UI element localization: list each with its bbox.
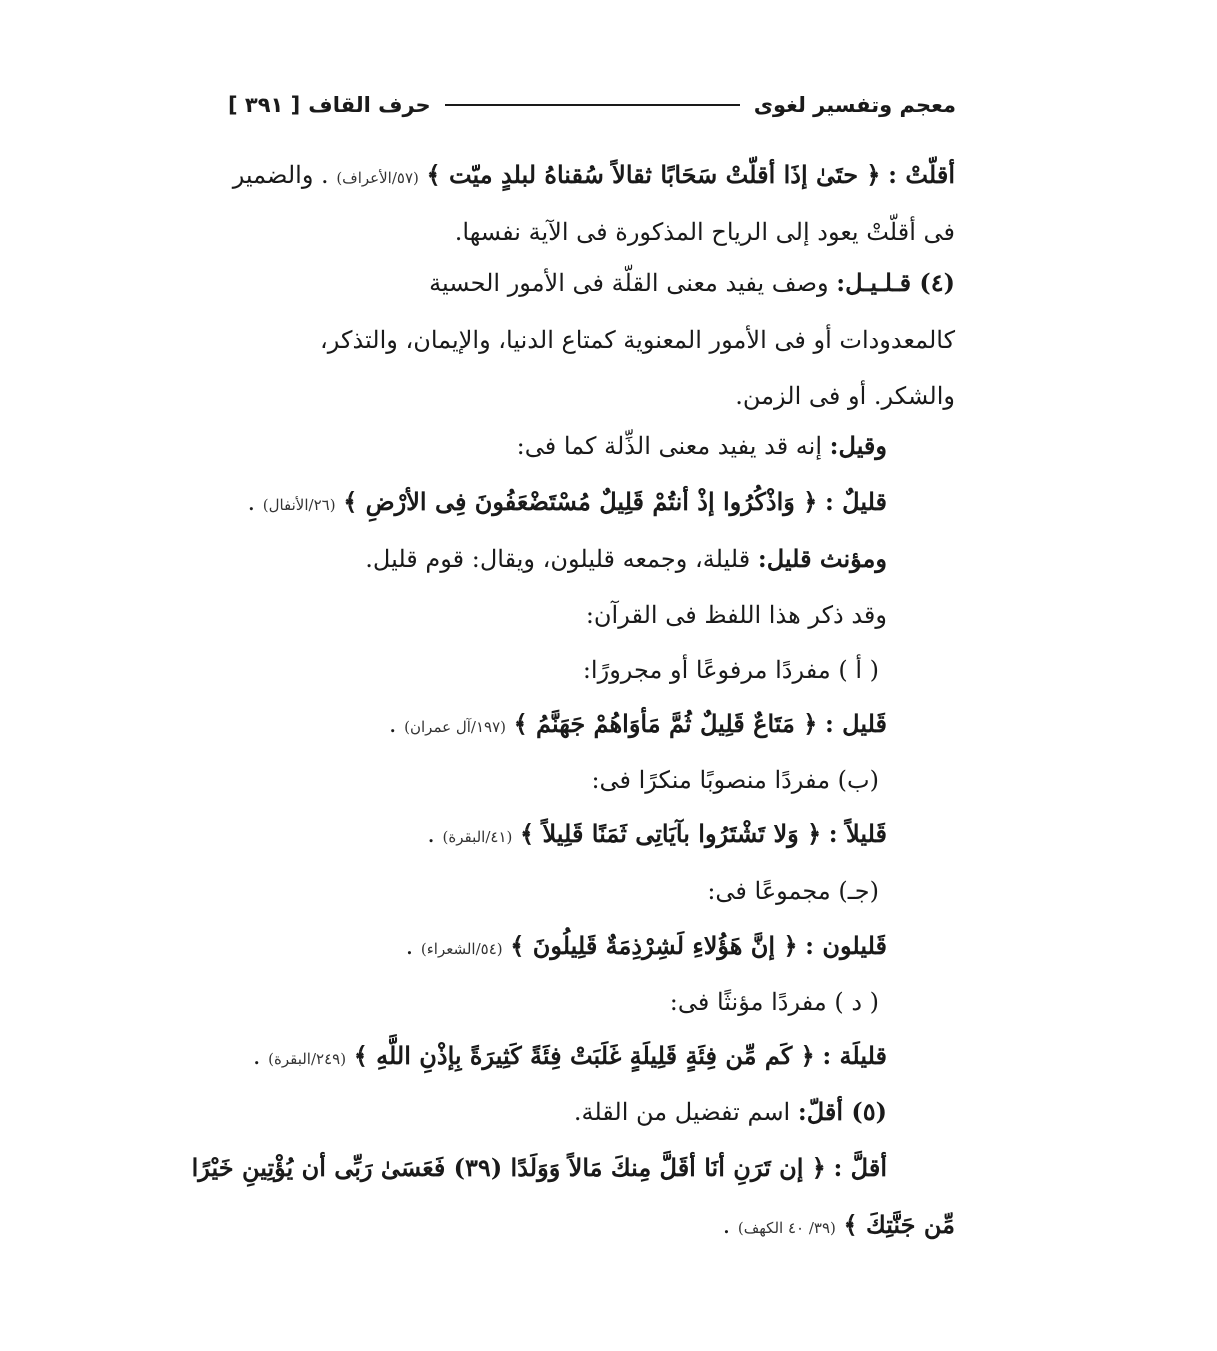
text: . [247,488,256,516]
headword: قَليلون : [805,931,887,960]
text: وصف يفيد معنى القلّة فى الأمور الحسية [429,269,829,297]
verse-reference: (٤١/البقرة) [442,828,513,846]
headword: قليلَة : [822,1041,887,1070]
text: والشكر. أو فى الزمن. [735,382,955,410]
book-title: معجم وتفسير لغوى [753,93,956,117]
text: . [252,1042,261,1070]
subentry-feminine [365,541,887,579]
text: إنه قد يفيد معنى الذِّلة كما فى: [516,432,823,460]
headword: (٥) أقلّ: [797,1097,887,1126]
text: وقد ذكر هذا اللفظ فى القرآن: [585,601,887,629]
verse-reference: (١٩٧/آل عمران) [404,718,506,736]
quran-verse: ﴿ وَاذْكُرُوا إذْ أنتُمْ قَلِيلٌ مُسْتَضْعَفُونَ فِى الأرْضِ ﴾ [343,487,818,516]
text: ( د ) مفردًا مؤنثًا فى: [669,988,879,1016]
headword: أقلَّ : [833,1153,887,1182]
text: اسم تفضيل من القلة. [573,1098,791,1126]
text: فى أقلّتْ يعود إلى الرياح المذكورة فى الآية نفسها. [454,218,955,246]
headword: ومؤنث قليل: [757,544,887,573]
text: (جـ) مجموعًا فى: [707,877,879,905]
headword: (٤) قـلـيـل: [836,268,955,297]
text-line [455,214,955,252]
entry-aqall [574,1094,887,1132]
headword: قليلٌ : [824,487,887,516]
example-qalila [253,1038,887,1076]
quran-verse: ﴿ إن تَرَنِ أنَا أقَلَّ مِنكَ مَالاً وَوَلَدًا (٣٩) فَعَسَىٰ رَبِّى أن يُؤْتِينِ خَيْرًا [191,1153,826,1182]
headword: قَليل : [824,709,887,738]
section-title: حرف القاف [308,93,431,117]
text-line [320,322,955,360]
quran-verse: مِّن جَنَّتِكَ ﴾ [843,1210,955,1239]
quran-verse: ﴿ وَلا تَشْتَرُوا بآيَاتِى ثَمَنًا قَلِيلاً ﴾ [520,819,822,848]
text: ( أ ) مفردًا مرفوعًا أو مجرورًا: [582,656,879,684]
text: . [405,932,414,960]
text-line [735,378,955,416]
sub-heading-b [591,762,879,800]
verse-reference: (٥٧/الأعراف) [336,169,419,187]
page-number: [ ٣٩١ ] [228,93,301,117]
example-aqall [192,1150,887,1188]
example-aqall-continued [723,1207,955,1245]
header-rule [445,104,740,106]
quran-verse: ﴿ كَم مِّن فِئَةٍ قَلِيلَةٍ غَلَبَتْ فِئَةً كَثِيرَةً بِإذْنِ اللَّهِ ﴾ [353,1041,815,1070]
subentry-qil [517,428,887,466]
sub-heading-a [583,652,879,690]
example-qalilan [427,816,887,854]
text: . [427,820,435,848]
example-qalil [389,706,887,744]
text: . [722,1211,731,1239]
quran-verse: ﴿ إنَّ هَؤُلاءِ لَشِرْذِمَةٌ قَلِيلُونَ ﴾ [510,931,798,960]
verse-reference: (٥٤/الشعراء) [420,940,503,958]
headword: وقيل: [829,431,887,460]
sub-heading-d [670,984,879,1022]
text: . [388,710,397,738]
text: كالمعدودات أو فى الأمور المعنوية كمتاع الدنيا، والإيمان، والتذكر، [320,326,955,354]
headword: أقلّتْ : [888,160,955,189]
sub-heading-c [707,873,879,911]
text: قليلة، وجمعه قليلون، ويقال: قوم قليل. [365,545,751,573]
verse-reference: (٢٦/الأنفال) [262,496,336,514]
text: . والضمير [232,161,329,189]
text: (ب) مفردًا منصوبًا منكرًا فى: [591,766,879,794]
quran-verse: ﴿ حتَىٰ إذَا أقلّتْ سَحَابًا ثقالاً سُقناهُ لبلدٍ ميّت ﴾ [426,160,881,189]
example-qalilun-plural [406,928,887,966]
example-qalilun [247,484,887,522]
entry-aqallat [233,157,955,195]
headword: قَليلاً : [828,819,887,848]
entry-qalil [429,265,955,303]
running-header [228,88,956,122]
verse-reference: (٢٤٩/البقرة) [268,1050,347,1068]
quran-verse: ﴿ مَتَاعٌ قَلِيلٌ ثُمَّ مَأوَاهُمْ جَهَنَّمُ ﴾ [513,709,818,738]
verse-reference: (٣٩/ ٤٠ الكهف) [737,1219,836,1237]
text-line [586,597,887,635]
